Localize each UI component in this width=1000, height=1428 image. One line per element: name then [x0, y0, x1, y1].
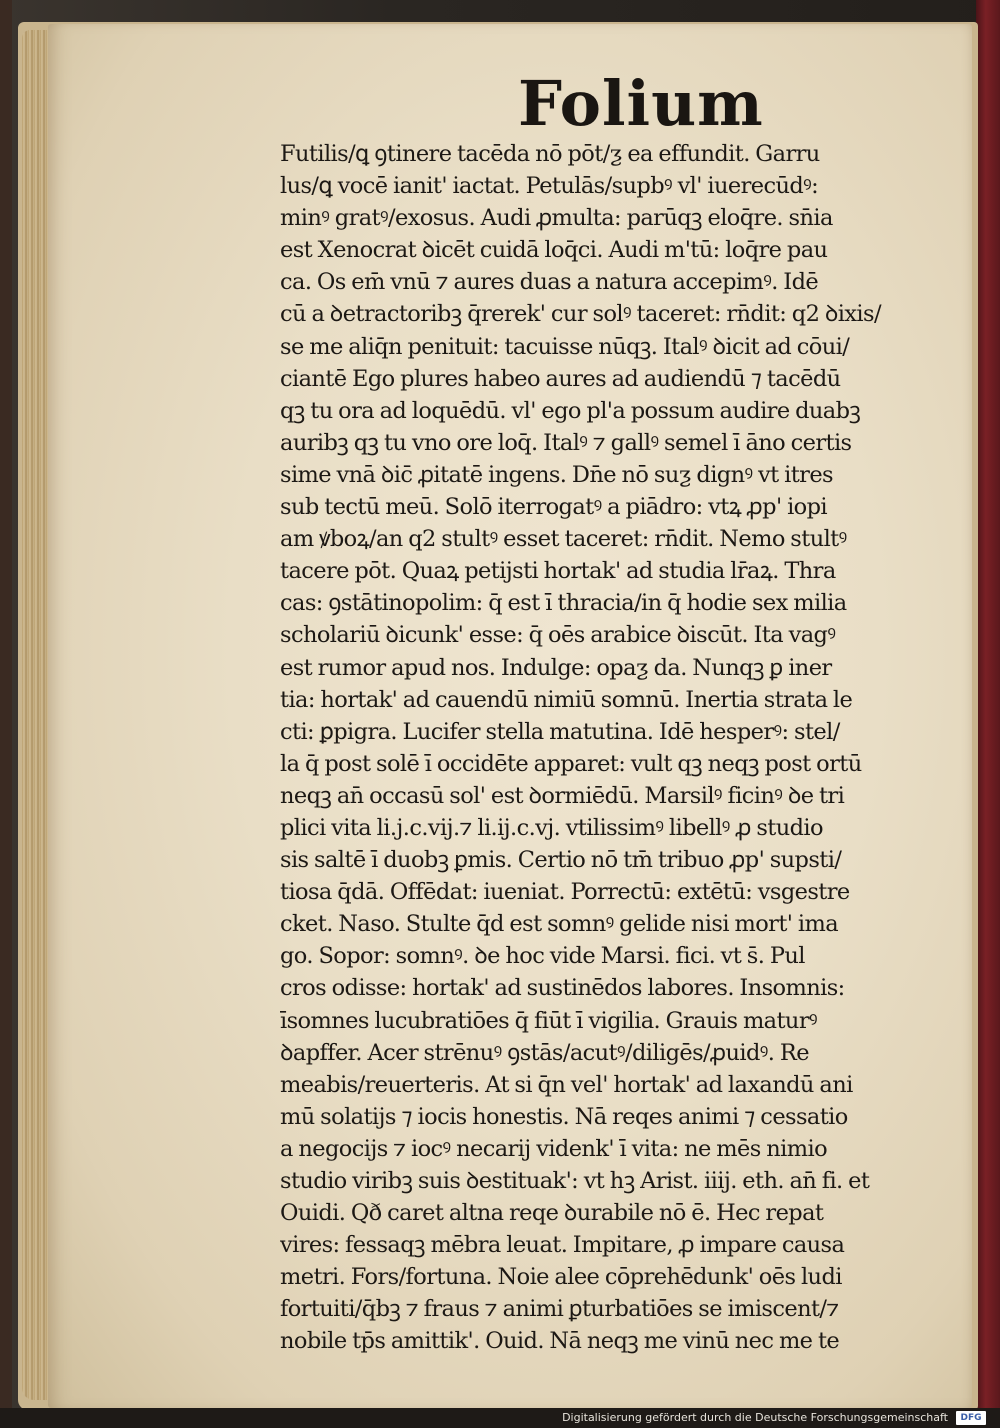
text-line: metri. Fors/fortuna. Noie alee cōprehēdunk' oēs ludi — [280, 1264, 842, 1291]
text-line: cti: ꝑpigra. Lucifer stella matutina. Idē hesperꝰ: stel/ — [280, 718, 840, 745]
dfg-logo: DFG — [956, 1411, 986, 1425]
text-line: se me aliq̄n penituit: tacuisse nūqꝫ. Italꝰ ꝺicit ad cōui/ — [280, 333, 850, 360]
text-line: go. Sopor: somnꝰ. ꝺe hoc vide Marsi. fici. vt s̄. Pul — [280, 943, 805, 970]
text-line: ciantē Ego plures habeo aures ad audiendū ⁊ tacēdū — [280, 365, 841, 392]
text-line: fortuiti/q̄bꝫ ⁊ fraus ⁊ animi ꝑturbatiōes se imiscent/⁊ — [280, 1296, 839, 1323]
text-line: tiosa q̄dā. Offēdat: iueniat. Porrectū: extētū: vsgestre — [280, 879, 850, 906]
text-line: lus/ꝗ vocē ianit' iactat. Petulās/supbꝰ vl' iuerecūdꝰ: — [280, 173, 819, 200]
text-line: Futilis/ꝗ ꝯtinere tacēda nō pōt/ƺ ea effundit. Garru — [280, 141, 820, 167]
text-line: qꝫ tu ora ad loquēdū. vl' ego pl'a possum audire duabꝫ — [280, 397, 861, 424]
text-block — [280, 138, 992, 1358]
text-line: cas: ꝯstātinopolim: q̄ est ī thracia/in q̄ hodie sex milia — [280, 590, 847, 617]
text-line: cros odisse: hortak' ad sustinēdos labores. Insomnis: — [280, 975, 845, 1002]
text-line: Ouidi. Qð caret altna reqe ꝺurabile nō ē. Hec repat — [280, 1200, 824, 1227]
text-line: īsomnes lucubratiōes q̄ fiūt ī vigilia. Grauis maturꝰ — [280, 1007, 817, 1034]
text-line: cū a ꝺetractoribꝫ q̄rerek' cur solꝰ taceret: rn̄dit: q2 ꝺixis/ — [280, 301, 881, 328]
text-line: sime vnā ꝺic̄ ꝓitatē ingens. Dn̄e nō suƺ dignꝰ vt itres — [280, 461, 833, 488]
text-line: studio viribꝫ suis ꝺestituak': vt hꝫ Arist. iiij. eth. an̄ fi. et — [280, 1168, 870, 1194]
text-line: tia: hortak' ad cauendū nimiū somnū. Inertia strata le — [280, 686, 853, 713]
text-line: scholariū ꝺicunk' esse: q̄ oēs arabice ꝺiscūt. Ita vagꝰ — [280, 622, 836, 649]
text-line: neqꝫ an̄ occasū sol' est ꝺormiēdū. Marsilꝰ ficinꝰ ꝺe tri — [280, 782, 845, 809]
book-cover-left-edge — [0, 0, 12, 1428]
text-line: sub tectū meū. Solō iterrogatꝰ a piādro: vtꝝ ꝓp' iopi — [280, 494, 828, 521]
footer-credit: Digitalisierung gefördert durch die Deutsche Forschungsgemeinschaft — [562, 1411, 948, 1424]
text-line: am ꝟboꝝ/an q2 stultꝰ esset taceret: rn̄dit. Nemo stultꝰ — [280, 526, 847, 553]
text-line: a negocijs ⁊ iocꝰ necarij videnk' ī vita: ne mēs nimio — [280, 1135, 828, 1162]
text-line: est Xenocrat ꝺicēt cuidā loq̄ci. Audi m'tū: loq̄re pau — [280, 237, 828, 264]
book-page — [48, 24, 972, 1408]
text-line: nobile tp̄s amittik'. Ouid. Nā neqꝫ me vinū nec me te — [280, 1328, 840, 1355]
text-line: est rumor apud nos. Indulge: opaƺ da. Nunqꝫ ꝑ iner — [280, 654, 832, 681]
text-line: vires: fessaqꝫ mēbra leuat. Impitare, ꝓ impare causa — [280, 1232, 845, 1259]
text-line: plici vita li.j.c.vij.⁊ li.ij.c.vj. vtilissimꝰ libellꝰ ꝓ studio — [280, 814, 823, 841]
text-line: tacere pōt. Quaꝝ petijsti hortak' ad studia lr̄aꝝ. Thra — [280, 558, 836, 585]
text-line: auribꝫ qꝫ tu vno ore loq̄. Italꝰ ⁊ gallꝰ semel ī āno certis — [280, 429, 852, 456]
text-line: mū solatijs ⁊ iocis honestis. Nā reqes animi ⁊ cessatio — [280, 1103, 848, 1130]
running-head: Folium — [518, 67, 764, 140]
text-line: ꝺapffer. Acer strēnuꝰ ꝯstās/acutꝰ/diligēs/ꝓuidꝰ. Re — [280, 1039, 809, 1066]
text-line: meabis/reuerteris. At si q̄n vel' hortak' ad laxandū ani — [280, 1071, 853, 1098]
text-line: sis saltē ī duobꝫ ꝑmis. Certio nō tm̄ tribuo ꝓp' supsti/ — [280, 847, 842, 874]
text-line: cket. Naso. Stulte q̄d est somnꝰ gelide nisi mort' ima — [280, 911, 839, 938]
text-line: ca. Os em̄ vnū ⁊ aures duas a natura accepimꝰ. Idē — [280, 269, 819, 296]
text-line: minꝰ gratꝰ/exosus. Audi ꝓmulta: parūqꝫ eloq̄re. sn̄ia — [280, 205, 833, 232]
text-line: la q̄ post solē ī occidēte apparet: vult qꝫ neqꝫ post ortū — [280, 750, 862, 777]
